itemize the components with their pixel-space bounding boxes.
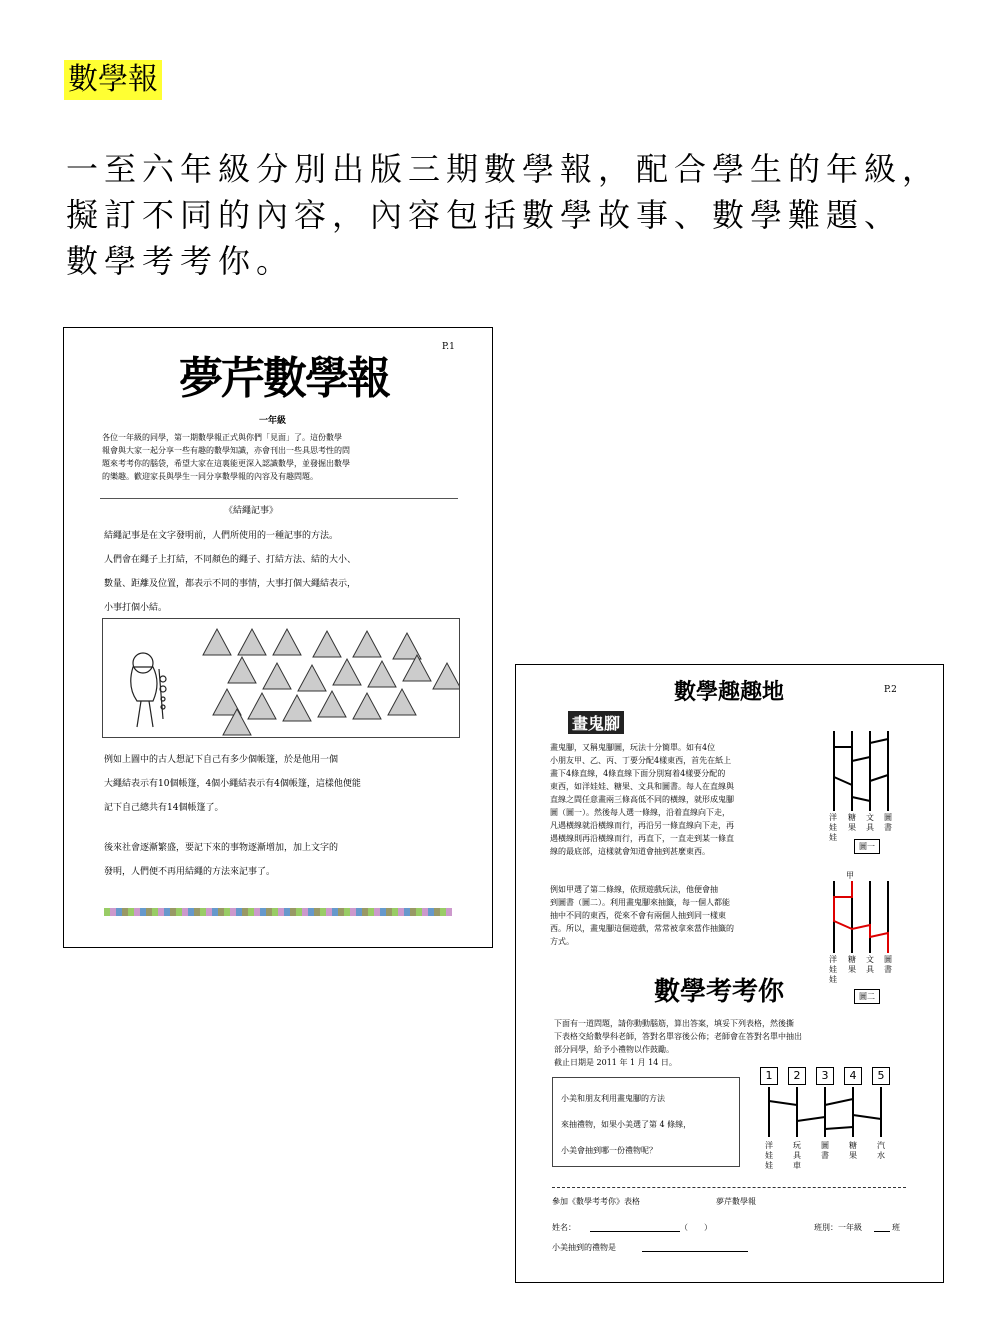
answer-field[interactable] [642, 1251, 748, 1252]
deadline: 截止日期是 2011 年 1 月 14 日。 [554, 1058, 677, 1067]
text-line: 的樂趣。歡迎家長與學生一同分享數學報的內容及有趣問題。 [102, 472, 318, 481]
fig2-label: 洋娃娃 [829, 955, 837, 984]
question-line: 來抽禮物，如果小美選了第 4 條線， [561, 1120, 692, 1129]
text-line: 直線之間任意畫兩三條高低不同的橫線，就形成鬼腳 [550, 795, 734, 804]
quiz-instructions [554, 1017, 802, 1069]
text-line: 小事打個小結。 [104, 603, 168, 613]
tent-icon [273, 629, 301, 655]
line-number: 1 [760, 1067, 778, 1085]
tent-icon [353, 631, 381, 657]
text-line: 例如上圖中的古人想記下自己有多少個帳篷，於是他用一個 [104, 755, 339, 765]
tent-icon [433, 663, 459, 689]
intro-text [66, 146, 966, 284]
story-paragraph [104, 524, 356, 620]
gift-label: 糖果 [849, 1141, 857, 1160]
tent-icon [203, 629, 231, 655]
form-school: 夢芹數學報 [716, 1197, 756, 1206]
text-line: 各位一年級的同學，第一期數學報正式與你們「見面」了。這份數學 [102, 433, 342, 442]
gift-label: 玩具車 [793, 1141, 801, 1170]
tent-icon [333, 659, 361, 685]
text-line: 抽中不同的東西，從來不會有兩個人抽到同一樣東 [550, 911, 726, 920]
line-number: 3 [816, 1067, 834, 1085]
answer-label: 小美抽到的禮物是 [552, 1243, 616, 1252]
closing-paragraph [104, 836, 338, 884]
tent-icon [283, 695, 311, 721]
quiz-ghost-leg [760, 1087, 892, 1137]
class-number-field[interactable]: （ ） [680, 1223, 712, 1232]
name-field[interactable] [590, 1231, 680, 1232]
intro-line: 擬訂不同的內容，內容包括數學故事、數學難題、 [66, 196, 903, 234]
fig2-start-label: 甲 [846, 871, 854, 880]
fig1-label: 圖書 [884, 813, 892, 832]
text-line: 例如甲選了第二條線，依照遊戲玩法，他便會抽 [550, 885, 718, 894]
decorative-border [104, 908, 452, 916]
tent-icon [368, 661, 396, 687]
fig1-label: 洋娃娃 [829, 813, 837, 842]
grade-label: 一年級 [259, 416, 287, 426]
text-line: 部分同學，給予小禮物以作鼓勵。 [554, 1045, 674, 1054]
text-line: 數量、距離及位置，都表示不同的事情，大事打個大繩結表示， [104, 579, 357, 589]
text-line: 下面有一道問題，請你動動腦筋，算出答案，填妥下列表格，然後撕 [554, 1019, 794, 1028]
text-line: 結繩記事是在文字發明前，人們所使用的一種記事的方法。 [104, 531, 339, 541]
text-line: 圖（圖一）。然後每人選一條線，沿着直線向下走， [550, 808, 730, 817]
tent-icon [238, 629, 266, 655]
quiz-title: 數學考考你 [654, 977, 785, 1007]
text-line: 方式。 [550, 937, 574, 946]
text-line: 人們會在繩子上打結，不同顏色的繩子、打結方法、結的大小、 [104, 555, 357, 565]
text-line: 遇橫線則再沿橫線而行，再直下，一直走到某一條直 [550, 834, 734, 843]
text-line: 大繩結表示有10個帳篷，4個小繩結表示有4個帳篷，這樣他便能 [104, 779, 361, 789]
example-paragraph [104, 748, 361, 820]
welcome-text [102, 431, 464, 483]
question-box [552, 1077, 740, 1167]
tent-icon [248, 693, 276, 719]
fig2-label: 糖果 [848, 955, 856, 974]
fig2-label: 文具 [866, 955, 874, 974]
divider [100, 498, 458, 499]
text-line: 後來社會逐漸繁盛，要記下來的事物逐漸增加，加上文字的 [104, 843, 339, 853]
text-line: 到圖書（圖二）。利用畫鬼腳來抽籤，每一個人都能 [550, 898, 730, 907]
illustration-caveman-tents [102, 618, 460, 738]
text-line: 畫鬼腳，又稱鬼腳圖，玩法十分簡單。如有4位 [550, 743, 716, 752]
class-label: 班別：一年級 [814, 1223, 862, 1232]
ghost-leg-figure-2 [826, 881, 896, 953]
cut-line [552, 1187, 906, 1188]
line-number: 5 [872, 1067, 890, 1085]
line-number: 4 [844, 1067, 862, 1085]
fig1-caption: 圖一 [854, 839, 880, 854]
text-line: 下表格交給數學科老師，答對名單容後公佈；老師會在答對名單中抽出 [554, 1032, 802, 1041]
text-line: 報會與大家一起分享一些有趣的數學知識，亦會刊出一些具思考性的問 [102, 446, 350, 455]
intro-line: 數學考考你。 [66, 242, 295, 280]
tent-icon [228, 657, 256, 683]
tents-illustration [103, 619, 459, 737]
tent-icon [388, 689, 416, 715]
fig2-label: 圖書 [884, 955, 892, 974]
tent-icon [298, 665, 326, 691]
line-number: 2 [788, 1067, 806, 1085]
fig1-label: 糖果 [848, 813, 856, 832]
gift-label: 汽水 [877, 1141, 885, 1160]
question-line: 小美和朋友利用畫鬼腳的方法 [561, 1094, 665, 1103]
text-line: 發明，人們便不再用結繩的方法來記事了。 [104, 867, 276, 877]
question-line: 小美會抽到哪一份禮物呢？ [561, 1146, 657, 1155]
form-heading: 參加《數學考考你》表格 [552, 1197, 640, 1206]
subtitle: 畫鬼腳 [568, 711, 624, 734]
text-line: 畫下4條直線，4條直線下面分別寫着4樣要分配的 [550, 769, 726, 778]
newsletter-page-2 [515, 664, 944, 1283]
tent-icon [263, 663, 291, 689]
gift-label: 洋娃娃 [765, 1141, 773, 1170]
page-number: P.1 [442, 342, 455, 352]
intro-line: 一至六年級分別出版三期數學報，配合學生的年級， [66, 150, 941, 188]
section-heading: 《結繩記事》 [224, 506, 279, 516]
example-paragraph [550, 883, 734, 948]
gift-label: 圖書 [821, 1141, 829, 1160]
text-line: 凡遇橫線就沿橫線而行，再沿另一條直線向下走，再 [550, 821, 734, 830]
text-line: 西。所以，畫鬼腳這個遊戲，常常被拿來當作抽籤的 [550, 924, 734, 933]
tent-icon [318, 691, 346, 717]
text-line: 東西，如洋娃娃、糖果、文具和圖書。每人在直線與 [550, 782, 734, 791]
fig1-label: 文具 [866, 813, 874, 832]
newsletter-title: 夢芹數學報 [179, 353, 389, 404]
text-line: 記下自己總共有14個帳篷了。 [104, 803, 224, 813]
text-line: 線的最底部，這樣就會知道會抽到甚麼東西。 [550, 847, 710, 856]
ghost-leg-paragraph [550, 741, 734, 858]
class-field[interactable] [874, 1231, 890, 1232]
fig2-caption: 圖二 [854, 989, 880, 1004]
section-label: 數學報 [64, 60, 162, 100]
class-suffix: 班 [892, 1223, 900, 1232]
text-line: 題來考考你的腦袋，希望大家在這裏能更深入認識數學，並發掘出數學 [102, 459, 350, 468]
name-label: 姓名： [552, 1223, 576, 1232]
ghost-leg-figure-1 [826, 731, 896, 811]
tent-icon [313, 631, 341, 657]
page-title: 數學趣趣地 [674, 680, 785, 705]
newsletter-page-1 [63, 327, 493, 948]
tent-icon [353, 693, 381, 719]
text-line: 小朋友甲、乙、丙、丁要分配4樣東西，首先在紙上 [550, 756, 732, 765]
page-number: P.2 [884, 685, 897, 695]
